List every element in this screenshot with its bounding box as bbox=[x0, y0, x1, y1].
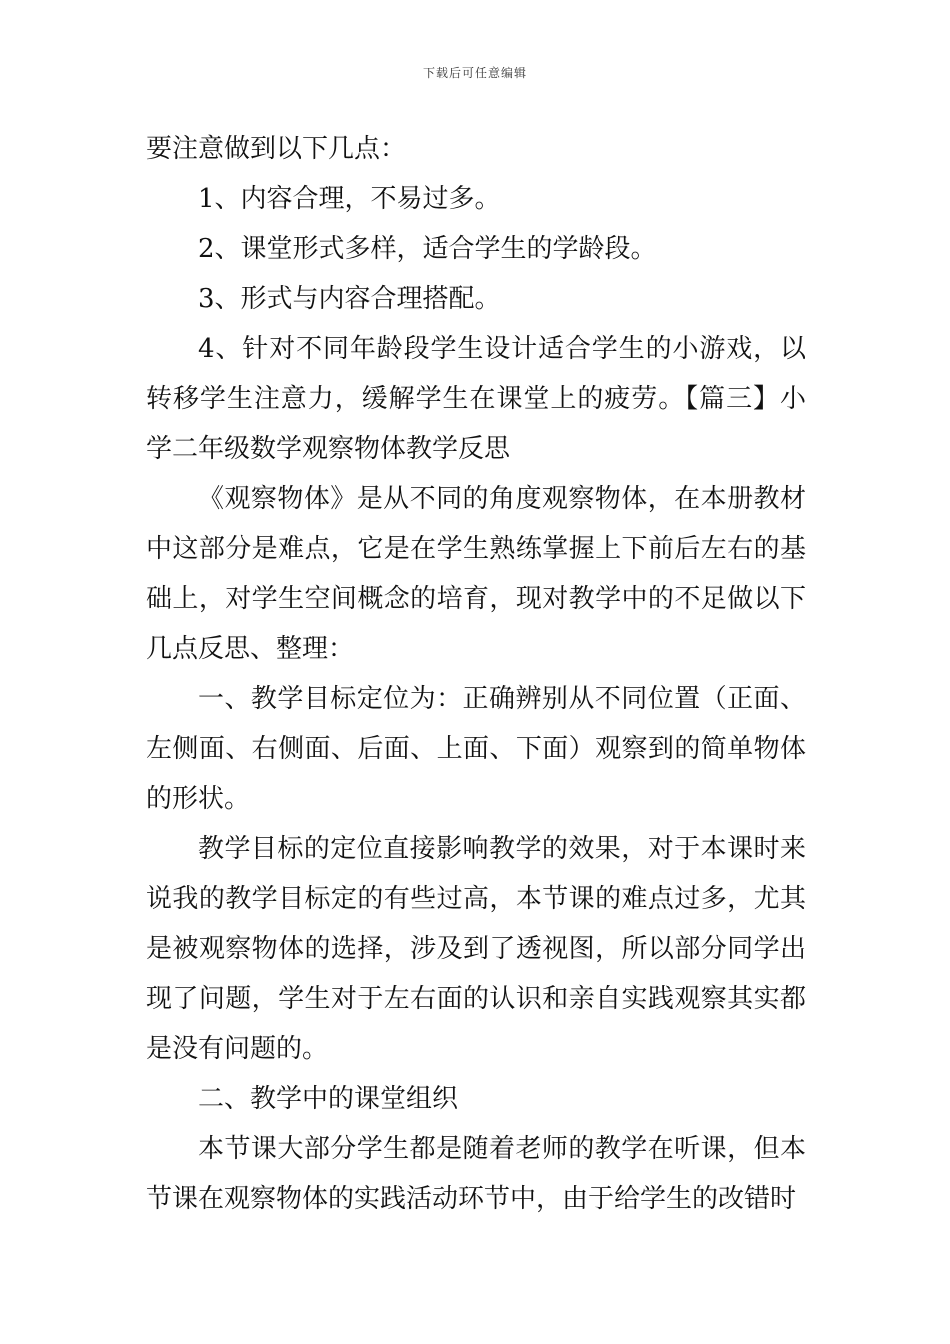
paragraph-section-1: 一、教学目标定位为：正确辨别从不同位置（正面、左侧面、右侧面、后面、上面、下面）观察到的简单物体的形状。 bbox=[146, 684, 806, 814]
paragraph-point-4: 4、针对不同年龄段学生设计适合学生的小游戏，以转移学生注意力，缓解学生在课堂上的疲劳。【篇三】小学二年级数学观察物体教学反思 bbox=[146, 334, 806, 464]
paragraph-point-2: 2、课堂形式多样，适合学生的学龄段。 bbox=[198, 234, 657, 264]
paragraph-section-2-body: 本节课大部分学生都是随着老师的教学在听课，但本节课在观察物体的实践活动环节中，由于给学生的改错时 bbox=[146, 1134, 806, 1214]
paragraph-reflection: 教学目标的定位直接影响教学的效果，对于本课时来说我的教学目标定的有些过高，本节课的难点过多，尤其是被观察物体的选择，涉及到了透视图，所以部分同学出现了问题，学生对于左右面的认识和亲自实践观察其实都是没有问题的。 bbox=[146, 834, 806, 1064]
paragraph-observation-intro: 《观察物体》是从不同的角度观察物体，在本册教材中这部分是难点，它是在学生熟练掌握上下前后左右的基础上，对学生空间概念的培育，现对教学中的不足做以下几点反思、整理： bbox=[146, 484, 806, 664]
document-body bbox=[146, 124, 806, 1224]
paragraph-point-1: 1、内容合理，不易过多。 bbox=[198, 184, 501, 214]
paragraph-point-3: 3、形式与内容合理搭配。 bbox=[198, 284, 501, 314]
page-header: 下载后可任意编辑 bbox=[422, 66, 527, 80]
paragraph-section-2-heading: 二、教学中的课堂组织 bbox=[198, 1084, 459, 1114]
paragraph-intro: 要注意做到以下几点： bbox=[146, 134, 407, 164]
